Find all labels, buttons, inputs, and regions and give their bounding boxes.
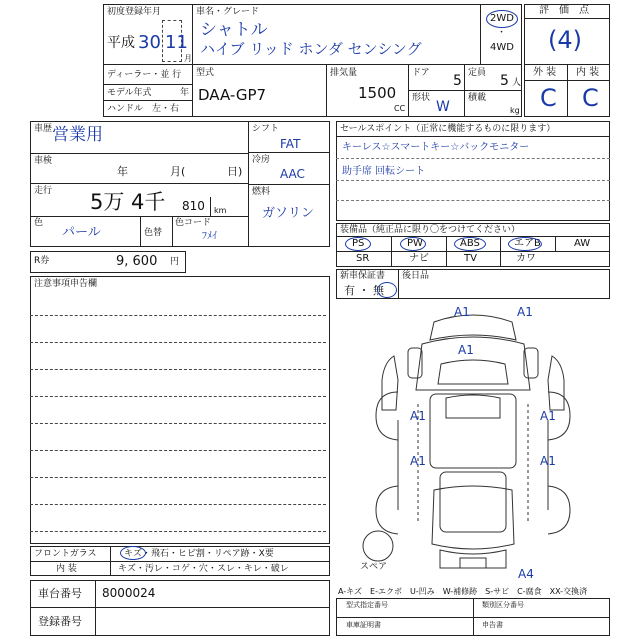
- load-label: 積載: [468, 93, 487, 103]
- exterior-value: C: [540, 84, 557, 112]
- interior-value: C: [582, 84, 599, 112]
- fuel-value: ガソリン: [262, 206, 315, 221]
- doors-value: 5: [453, 73, 462, 89]
- drive-4wd: 4WD: [490, 42, 514, 53]
- equip-pw-circle: [400, 237, 426, 251]
- color-code-value: ﾌﾒｲ: [202, 231, 217, 242]
- equip-abs-circle: [454, 237, 486, 251]
- color-value: パール: [62, 225, 101, 240]
- damage-mark-front-left: A1: [454, 305, 470, 319]
- later-label: 後日品: [402, 271, 430, 281]
- shift-value: FAT: [280, 137, 301, 151]
- damage-mark-left-rear: A1: [410, 454, 426, 468]
- chassis-label: 車台番号: [38, 587, 82, 600]
- reg-era: 平成: [107, 35, 135, 51]
- equip-abs: ABS: [460, 238, 480, 249]
- inspection-month: 月(: [170, 165, 186, 178]
- model-year-unit: 年: [180, 88, 190, 98]
- damage-mark-left-door: A1: [410, 409, 426, 423]
- car-name-label: 車名・グレード: [196, 7, 260, 17]
- ban-label-4: 申告書: [482, 621, 503, 629]
- mileage-unit: km: [214, 206, 227, 215]
- displacement-label: 排気量: [330, 68, 358, 78]
- drive-dot: ・: [497, 28, 507, 38]
- dealer-label: ディーラー・並 行: [107, 70, 182, 80]
- car-grade: ハイブ リッド ホンダ センシング: [200, 40, 422, 58]
- glass-value: キズ・飛石・ヒビ割・リペア跡・X要: [124, 549, 274, 559]
- model-value: DAA-GP7: [198, 86, 267, 104]
- interior-label: 内 装: [576, 67, 600, 78]
- spare-label: スペア: [360, 562, 388, 572]
- capacity-unit: 人: [512, 78, 522, 88]
- rating-label: 評 価 点: [539, 5, 589, 16]
- warranty-label: 新車保証書: [340, 271, 386, 281]
- rating-value: (4): [548, 26, 582, 54]
- equip-leather: カワ: [516, 253, 536, 264]
- equip-aw: AW: [574, 238, 591, 249]
- reg-month-unit: 月: [184, 54, 192, 63]
- exterior-label: 外 装: [533, 67, 557, 78]
- equip-tv: TV: [464, 253, 477, 264]
- notes-label: 注意事項申告欄: [34, 279, 98, 289]
- recycle-block: [30, 251, 186, 273]
- color-label: 色: [34, 218, 44, 228]
- load-unit: kg: [510, 106, 520, 115]
- displacement-value: 1500: [358, 84, 397, 102]
- recycle-value: 9, 600: [116, 254, 158, 269]
- inspection-year: 年: [117, 165, 128, 178]
- ban-label-2: 類別区分番号: [482, 601, 524, 609]
- drive-2wd: 2WD: [490, 13, 514, 24]
- capacity-value: 5: [500, 73, 509, 89]
- glass-scratch-circle: [120, 546, 146, 560]
- doors-label: ドア: [412, 68, 430, 78]
- model-year-label: モデル年式: [107, 88, 152, 98]
- usage-value: 営業用: [52, 125, 103, 145]
- capacity-label: 定員: [468, 68, 487, 78]
- color-code-label: 色コード: [175, 218, 212, 228]
- drive-2wd-circle: [486, 10, 518, 28]
- recycle-unit: 円: [170, 257, 180, 267]
- mileage-value: 5万 4千: [90, 190, 166, 214]
- recycle-label: R券: [34, 256, 50, 266]
- reg-number-label: 登録番号: [38, 615, 82, 628]
- shift-label: シフト: [252, 124, 280, 134]
- sales-label: セールスポイント（正常に機能するものに限ります）: [340, 124, 556, 134]
- warranty-value: 有 ・ 無: [344, 284, 384, 297]
- equip-airbag: エアB: [514, 238, 541, 249]
- equipment-label: 装備品（純正品に限り〇をつけてください）: [340, 225, 521, 235]
- fuel-label: 燃料: [252, 187, 271, 197]
- shape-label: 形状: [412, 93, 431, 103]
- equip-sr: SR: [356, 253, 370, 264]
- reg-date-label: 初度登録年月: [107, 7, 162, 17]
- inspection-day: 日): [227, 165, 243, 178]
- equip-ps-circle: [345, 237, 371, 251]
- sales-line-2: 助手席 回転シート: [342, 166, 426, 177]
- warranty-none-circle: [377, 282, 397, 298]
- mileage-label: 走行: [34, 186, 53, 196]
- damage-mark-rear-bumper: A4: [518, 567, 534, 581]
- car-name: シャトル: [200, 20, 268, 40]
- equip-navi: ナビ: [409, 253, 429, 264]
- ac-value: AAC: [280, 167, 305, 181]
- handle-label: ハンドル 左・右: [107, 104, 180, 114]
- sales-line-1: キーレス☆スマートキー☆バックモニター: [342, 142, 530, 153]
- glass-interior-value: キズ・汚レ・コゲ・穴・スレ・キレ・破レ: [118, 564, 289, 574]
- glass-label: フロントガラス: [34, 549, 97, 559]
- damage-mark-hood: A1: [458, 343, 474, 357]
- reg-year: 30: [138, 32, 161, 53]
- ban-label-1: 型式指定番号: [346, 601, 388, 609]
- equip-pw: PW: [407, 238, 423, 249]
- shape-value: W: [436, 99, 450, 115]
- equip-airbag-circle: [508, 237, 542, 251]
- damage-mark-right-rear: A1: [540, 454, 556, 468]
- damage-legend: A-キズ E-エクボ U-凹み W-補修跡 S-サビ C-腐食 XX-交換済: [338, 587, 588, 596]
- inspection-label: 車検: [34, 156, 53, 166]
- displacement-unit: CC: [394, 104, 406, 113]
- damage-mark-right-door: A1: [540, 409, 556, 423]
- ac-label: 冷房: [252, 155, 271, 165]
- ban-label-3: 車庫証明書: [346, 621, 381, 629]
- model-label: 型式: [196, 68, 215, 78]
- mileage-sub: 810: [182, 199, 205, 213]
- usage-label: 車歴: [34, 124, 53, 134]
- damage-mark-front-right: A1: [517, 305, 533, 319]
- equip-ps: PS: [352, 238, 365, 249]
- color-change-label: 色替: [144, 228, 163, 238]
- glass-interior-label: 内 装: [56, 564, 77, 574]
- reg-month: 11: [165, 32, 188, 53]
- chassis-value: 8000024: [102, 586, 156, 600]
